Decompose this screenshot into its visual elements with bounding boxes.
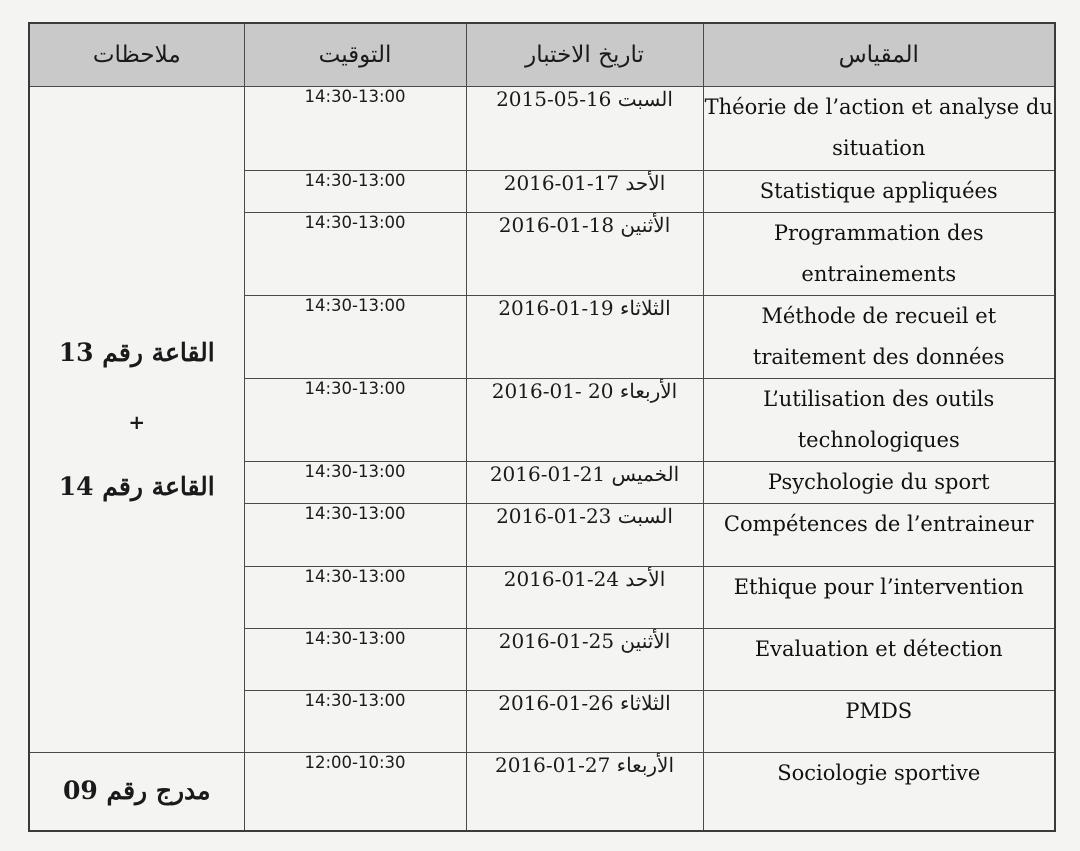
- subject-cell: Psychologie du sport: [703, 462, 1055, 504]
- date-cell: الأربعاء 20 -01-2016: [466, 379, 703, 462]
- plus-sign: +: [128, 409, 146, 434]
- time-cell: 12:00-10:30: [244, 753, 466, 831]
- amphi-09-note: مدرج رقم 09: [62, 776, 211, 806]
- subject-cell: PMDS: [703, 691, 1055, 753]
- table-row: [29, 753, 1055, 831]
- subject-cell: Méthode de recueil et traitement des données: [703, 296, 1055, 379]
- date-cell: الأثنين 18-01-2016: [466, 213, 703, 296]
- room-14-note: القاعة رقم 14: [58, 471, 215, 501]
- subject-cell: Programmation des entrainements: [703, 213, 1055, 296]
- header-exam-date: تاريخ الاختبار: [466, 23, 703, 87]
- header-time: التوقيت: [244, 23, 466, 87]
- subject-cell: Statistique appliquées: [703, 171, 1055, 213]
- date-cell: السبت 23-01-2016: [466, 504, 703, 567]
- subject-cell: L’utilisation des outils technologiques: [703, 379, 1055, 462]
- notes-rooms-cell: [29, 87, 244, 753]
- date-cell: الثلاثاء 19-01-2016: [466, 296, 703, 379]
- time-cell: 14:30-13:00: [244, 691, 466, 753]
- time-cell: 14:30-13:00: [244, 296, 466, 379]
- date-cell: الثلاثاء 26-01-2016: [466, 691, 703, 753]
- subject-cell: Evaluation et détection: [703, 629, 1055, 691]
- date-cell: الخميس 21-01-2016: [466, 462, 703, 504]
- date-cell: الأحد 24-01-2016: [466, 567, 703, 629]
- time-cell: 14:30-13:00: [244, 213, 466, 296]
- subject-cell: Compétences de l’entraineur: [703, 504, 1055, 567]
- notes-amphi-cell: [29, 753, 244, 831]
- exam-table: [28, 22, 1056, 832]
- time-cell: 14:30-13:00: [244, 462, 466, 504]
- header-row: [29, 23, 1055, 87]
- room-13-note: القاعة رقم 13: [58, 337, 215, 367]
- time-cell: 14:30-13:00: [244, 567, 466, 629]
- time-cell: 14:30-13:00: [244, 171, 466, 213]
- subject-cell: Ethique pour l’intervention: [703, 567, 1055, 629]
- subject-cell: Sociologie sportive: [703, 753, 1055, 831]
- date-cell: الأربعاء 27-01-2016: [466, 753, 703, 831]
- time-cell: 14:30-13:00: [244, 379, 466, 462]
- header-notes: ملاحظات: [29, 23, 244, 87]
- table-row: [29, 87, 1055, 171]
- date-cell: الأحد 17-01-2016: [466, 171, 703, 213]
- time-cell: 14:30-13:00: [244, 629, 466, 691]
- exam-schedule: [28, 22, 1054, 834]
- date-cell: الأثنين 25-01-2016: [466, 629, 703, 691]
- date-cell: السبت 16-05-2015: [466, 87, 703, 171]
- time-cell: 14:30-13:00: [244, 504, 466, 567]
- subject-cell: Théorie de l’action et analyse du situation: [703, 87, 1055, 171]
- time-cell: 14:30-13:00: [244, 87, 466, 171]
- header-subject: المقياس: [703, 23, 1055, 87]
